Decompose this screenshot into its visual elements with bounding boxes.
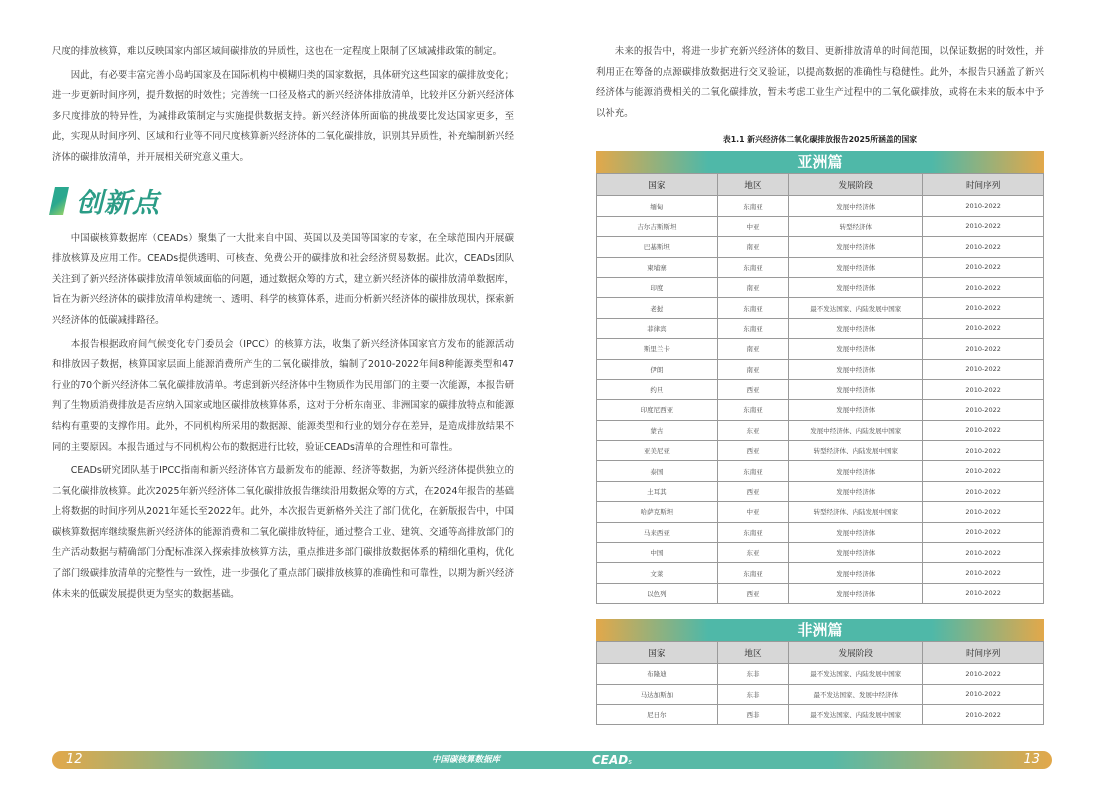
table-row: [597, 522, 1044, 542]
table-row: [597, 196, 1044, 216]
region-title-africa: 非洲篇: [596, 619, 1044, 641]
table-cell: 菲律宾: [597, 318, 718, 338]
table-row: [597, 441, 1044, 461]
table-cell: 西亚: [717, 583, 789, 603]
table-header-row: [597, 174, 1044, 196]
table-cell: 东非: [717, 684, 789, 704]
africa-table-body: [597, 664, 1044, 725]
paragraph: 尺度的排放核算，难以反映国家内部区域间碳排放的异质性，这也在一定程度上限制了区域减排政策的制定。: [52, 46, 503, 57]
footer-title: 中国碳核算数据库: [432, 755, 501, 765]
table-cell: 转型经济体: [789, 216, 923, 236]
table-cell: 东南亚: [717, 298, 789, 318]
table-cell: 2010-2022: [923, 441, 1044, 461]
column-header: 发展阶段: [789, 174, 923, 196]
table-cell: 中国: [597, 543, 718, 563]
table-cell: 2010-2022: [923, 359, 1044, 379]
table-cell: 2010-2022: [923, 583, 1044, 603]
table-cell: 西亚: [717, 379, 789, 399]
table-cell: 柬埔寨: [597, 257, 718, 277]
table-cell: 中亚: [717, 216, 789, 236]
table-cell: 西非: [717, 704, 789, 724]
table-row: [597, 543, 1044, 563]
ceads-logo: [592, 751, 632, 771]
table-cell: 文莱: [597, 563, 718, 583]
table-row: [597, 583, 1044, 603]
table-cell: 2010-2022: [923, 277, 1044, 297]
table-cell: 最不发达国家、内陆发展中国家: [789, 704, 923, 724]
table-header-row: [597, 642, 1044, 664]
column-header: 地区: [717, 642, 789, 664]
table-cell: 发展中经济体: [789, 400, 923, 420]
table-cell: 转型经济体、内陆发展中国家: [789, 502, 923, 522]
page-footer: [52, 751, 1052, 769]
table-cell: 2010-2022: [923, 543, 1044, 563]
table-cell: 东南亚: [717, 257, 789, 277]
table-cell: 2010-2022: [923, 522, 1044, 542]
table-cell: 马来西亚: [597, 522, 718, 542]
table-cell: 土耳其: [597, 481, 718, 501]
table-cell: 东南亚: [717, 400, 789, 420]
table-cell: 东非: [717, 664, 789, 684]
table-cell: 尼日尔: [597, 704, 718, 724]
table-cell: 南亚: [717, 359, 789, 379]
table-cell: 2010-2022: [923, 216, 1044, 236]
table-cell: 南亚: [717, 339, 789, 359]
table-cell: 约旦: [597, 379, 718, 399]
table-row: [597, 318, 1044, 338]
paragraph: 未来的报告中，将进一步扩充新兴经济体的数目、更新排放清单的时间范围，以保证数据的时效性，并利用正在筹备的点源碳排放数据进行交叉验证，以提高数据的准确性与稳健性。此外，本报告只涵盖了新兴经济体与能源消费相关的二氧化碳排放，暂未考虑工业生产过程中的二氧化碳排放，或将在未来的版本中予以补充。: [596, 46, 1044, 119]
page-number-left: 12: [66, 752, 83, 767]
table-cell: 印度尼西亚: [597, 400, 718, 420]
table-cell: 2010-2022: [923, 704, 1044, 724]
table-cell: 2010-2022: [923, 237, 1044, 257]
table-cell: 2010-2022: [923, 664, 1044, 684]
heading-accent-bar: [49, 187, 69, 215]
table-cell: 发展中经济体: [789, 237, 923, 257]
column-header: 发展阶段: [789, 642, 923, 664]
table-cell: 最不发达国家、内陆发展中国家: [789, 298, 923, 318]
table-cell: 发展中经济体: [789, 461, 923, 481]
table-cell: 吉尔吉斯斯坦: [597, 216, 718, 236]
paragraph: 因此，有必要丰富完善小岛屿国家及在国际机构中模糊归类的国家数据，具体研究这些国家的碳排放变化；进一步更新时间序列，提升数据的时效性；完善统一口径及格式的新兴经济体排放清单，比较并区分新兴经济体多尺度排放的特异性，为减排政策制定与实施提供数据支持。新兴经济体所面临的挑战要比发达国家更多，至此，实现从时间序列、区域和行业等不同尺度核算新兴经济体的二氧化碳排放，识别其异质性，补充编制新兴经济体的碳排放清单，并开展相关研究意义重大。: [52, 69, 514, 163]
table-row: [597, 277, 1044, 297]
table-row: [597, 359, 1044, 379]
table-cell: 南亚: [717, 277, 789, 297]
table-cell: 马达加斯加: [597, 684, 718, 704]
heading-text: 创新点: [76, 188, 160, 220]
table-cell: 2010-2022: [923, 461, 1044, 481]
table-cell: 东亚: [717, 420, 789, 440]
table-cell: 布隆迪: [597, 664, 718, 684]
table-cell: 东南亚: [717, 196, 789, 216]
table-cell: 蒙古: [597, 420, 718, 440]
table-cell: 哈萨克斯坦: [597, 502, 718, 522]
table-cell: 发展中经济体: [789, 379, 923, 399]
table-row: [597, 298, 1044, 318]
table-cell: 发展中经济体: [789, 563, 923, 583]
paragraph: 本报告根据政府间气候变化专门委员会（IPCC）的核算方法，收集了新兴经济体国家官方发布的能源活动和排放因子数据，核算国家层面上能源消费所产生的二氧化碳排放，编制了2010-2022年间8种能源类型和47行业的70个新兴经济体二氧化碳排放清单。考虑到新兴经济体中生物质作为民用部门的主要一次能源，本报告研判了生物质消费排放是否应纳入国家或地区碳排放核算体系，这对于分析东南亚、非洲国家的碳排放特点和能源结构有重要的支撑作用。此外，不同机构所采用的数据源、能源类型和行业的划分存在差异，是造成排放结果不同的主要原因。本报告通过与不同机构公布的数据进行比较，验证CEADs清单的合理性和可靠性。: [52, 338, 514, 453]
table-cell: 发展中经济体: [789, 481, 923, 501]
table-row: [597, 563, 1044, 583]
table-cell: 2010-2022: [923, 379, 1044, 399]
paragraph: 中国碳核算数据库（CEADs）聚集了一大批来自中国、英国以及美国等国家的专家，在全球范围内开展碳排放核算及应用工作。CEADs提供透明、可核查、免费公开的碳排放和社会经济贸易数据。此次，CEADs团队关注到了新兴经济体碳排放清单领域面临的问题，通过数据众筹的方式，建立新兴经济体的碳排放清单数据库，旨在为新兴经济体的碳排放清单构建统一、透明、科学的核算体系，进而分析新兴经济体的碳排放现状，探索新兴经济体的低碳减排路径。: [52, 232, 514, 326]
column-header: 时间序列: [923, 174, 1044, 196]
region-title-asia: 亚洲篇: [596, 151, 1044, 173]
table-cell: 西亚: [717, 441, 789, 461]
table-cell: 中亚: [717, 502, 789, 522]
africa-table: [596, 641, 1044, 725]
asia-table-body: [597, 196, 1044, 604]
asia-table: [596, 173, 1044, 604]
table-cell: 2010-2022: [923, 196, 1044, 216]
table-cell: 印度: [597, 277, 718, 297]
paragraph: CEADs研究团队基于IPCC指南和新兴经济体官方最新发布的能源、经济等数据，为新兴经济体提供独立的二氧化碳排放核算。此次2025年新兴经济体二氧化碳排放报告继续沿用数据众筹的方式，在2024年报告的基础上将数据的时间序列从2021年延长至2022年。此外，本次报告更新格外关注了部门优化，在新版报告中，中国碳核算数据库继续聚焦新兴经济体的能源消费和二氧化碳排放特征，通过整合工业、建筑、交通等高排放部门的生产活动数据与精确部门分配标准深入探索排放核算方法，重点推进多部门碳排放数据体系的精细化重构，优化了部门级碳排放清单的完整性与一致性，进一步强化了重点部门碳排放核算的准确性和可靠性，以期为新兴经济体未来的低碳发展提供更为坚实的数据基础。: [52, 465, 514, 600]
table-cell: 缅甸: [597, 196, 718, 216]
table-row: [597, 420, 1044, 440]
table-cell: 发展中经济体: [789, 277, 923, 297]
table-caption: 表1.1 新兴经济体二氧化碳排放报告2025所涵盖的国家: [722, 135, 918, 145]
table-row: [597, 704, 1044, 724]
table-row: [597, 339, 1044, 359]
table-cell: 2010-2022: [923, 420, 1044, 440]
column-header: 国家: [597, 174, 718, 196]
table-cell: 发展中经济体: [789, 359, 923, 379]
table-cell: 西亚: [717, 481, 789, 501]
table-cell: 发展中经济体: [789, 583, 923, 603]
table-row: [597, 400, 1044, 420]
table-cell: 转型经济体、内陆发展中国家: [789, 441, 923, 461]
table-cell: 南亚: [717, 237, 789, 257]
table-cell: 2010-2022: [923, 563, 1044, 583]
column-header: 国家: [597, 642, 718, 664]
table-cell: 最不发达国家、内陆发展中国家: [789, 664, 923, 684]
table-cell: 东南亚: [717, 563, 789, 583]
table-cell: 发展中经济体: [789, 318, 923, 338]
table-row: [597, 481, 1044, 501]
table-row: [597, 461, 1044, 481]
column-header: 地区: [717, 174, 789, 196]
table-cell: 以色列: [597, 583, 718, 603]
logo-main: CEAD: [592, 753, 629, 767]
table-cell: 最不发达国家、发展中经济体: [789, 684, 923, 704]
table-cell: 发展中经济体: [789, 257, 923, 277]
table-cell: 2010-2022: [923, 481, 1044, 501]
right-column: [596, 42, 1044, 725]
table-cell: 老挝: [597, 298, 718, 318]
table-cell: 亚美尼亚: [597, 441, 718, 461]
page-number-right: 13: [1023, 752, 1040, 767]
table-cell: 2010-2022: [923, 339, 1044, 359]
table-cell: 2010-2022: [923, 502, 1044, 522]
table-row: [597, 664, 1044, 684]
column-header: 时间序列: [923, 642, 1044, 664]
section-heading: [52, 179, 514, 223]
table-cell: 2010-2022: [923, 257, 1044, 277]
table-cell: 东亚: [717, 543, 789, 563]
table-cell: 东南亚: [717, 522, 789, 542]
table-cell: 2010-2022: [923, 400, 1044, 420]
logo-sub: s: [628, 758, 632, 766]
table-cell: 东南亚: [717, 461, 789, 481]
left-column: [52, 42, 514, 608]
table-row: [597, 379, 1044, 399]
table-row: [597, 502, 1044, 522]
table-cell: 发展中经济体: [789, 543, 923, 563]
table-cell: 2010-2022: [923, 298, 1044, 318]
table-cell: 发展中经济体: [789, 196, 923, 216]
table-row: [597, 257, 1044, 277]
table-row: [597, 216, 1044, 236]
table-row: [597, 237, 1044, 257]
table-cell: 发展中经济体: [789, 522, 923, 542]
table-cell: 发展中经济体: [789, 339, 923, 359]
table-cell: 发展中经济体、内陆发展中国家: [789, 420, 923, 440]
table-cell: 东南亚: [717, 318, 789, 338]
table-cell: 斯里兰卡: [597, 339, 718, 359]
table-cell: 2010-2022: [923, 684, 1044, 704]
table-cell: 泰国: [597, 461, 718, 481]
table-cell: 2010-2022: [923, 318, 1044, 338]
table-cell: 巴基斯坦: [597, 237, 718, 257]
table-cell: 伊朗: [597, 359, 718, 379]
table-row: [597, 684, 1044, 704]
